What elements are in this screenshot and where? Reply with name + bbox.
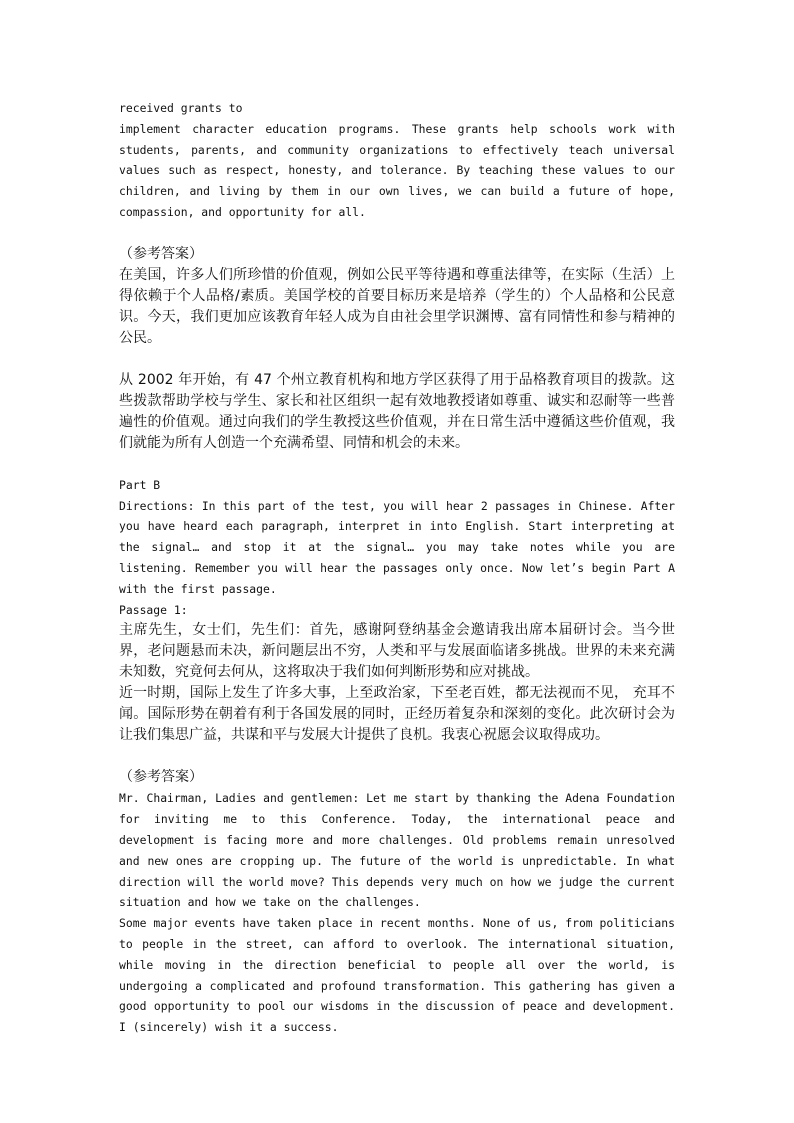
english-paragraph: implement character education programs. These grants help schools work with students, parents, and community organizations to effectively teach universal values such as respect, honesty, and tolerance. By teaching these values to our children, and living by them in our own lives, we can build a future of hope, compassion, and opportunity for all. — [119, 121, 675, 219]
answer-label: （参考答案） — [119, 245, 203, 262]
passage-paragraph-1: 主席先生，女士们，先生们：首先，感谢阿登纳基金会邀请我出席本届研讨会。当今世界，老问题悬而未决，新问题层出不穷，人类和平与发展面临诸多挑战。世界的未来充满未知数，究竟何去何从，这将取决于我们如何判断形势和应对挑战。 — [119, 622, 675, 681]
passage-paragraph-2: 近一时期，国际上发生了许多大事，上至政治家，下至老百姓，都无法视而不见， 充耳不闻。国际形势在朝着有利于各国发展的同时，正经历着复杂和深刻的变化。此次研讨会为让我们集思广益，共谋和平与发展大计提供了良机。我衷心祝愿会议取得成功。 — [119, 685, 675, 744]
answer-paragraph-2: Some major events have taken place in recent months. None of us, from politicians to people in the street, can afford to overlook. The international situation, while moving in the direction beneficial to people all over the world, is undergoing a complicated and profound transformation. This gathering has given a good opportunity to pool our wisdoms in the discussion of peace and development. I (sincerely) wish it a success. — [119, 916, 675, 1035]
passage-label: Passage 1: — [119, 602, 188, 617]
directions-paragraph: Directions: In this part of the test, you will hear 2 passages in Chinese. After you have heard each paragraph, interpret in into English. Start interpreting at the signal… and stop it at the signal… you may take notes while you are listening. Remember you will hear the passages only once. Now let’s begin Part A with the first passage. — [119, 498, 675, 596]
answer-paragraph-1: Mr. Chairman, Ladies and gentlemen: Let me start by thanking the Adena Foundation for inviting me to this Conference. Today, the international peace and development is facing more and more challenges. Old problems remain unresolved and new ones are cropping up. The future of the world is unpredictable. In what direction will the world move? This depends very much on how we judge the current situation and how we take on the challenges. — [119, 791, 675, 910]
part-b-heading: Part B — [119, 477, 161, 492]
answer-label-2: （参考答案） — [119, 769, 203, 786]
document-page — [119, 98, 675, 1038]
chinese-answer-paragraph-1: 在美国，许多人们所珍惜的价值观，例如公民平等待遇和尊重法律等，在实际（生活）上得依赖于个人品格/素质。美国学校的首要目标历来是培养（学生的）个人品格和公民意识。今天，我们更加应该教育年轻人成为自由社会里学识渊博、富有同情性和参与精神的公民。 — [119, 266, 675, 346]
chinese-answer-paragraph-2: 从 2002 年开始，有 47 个州立教育机构和地方学区获得了用于品格教育项目的拨款。这些拨款帮助学校与学生、家长和社区组织一起有效地教授诸如尊重、诚实和忍耐等一些普遍性的价值观。通过向我们的学生教授这些价值观，并在日常生活中遵循这些价值观，我们就能为所有人创造一个充满希望、同情和机会的未来。 — [119, 371, 675, 451]
lead-line: received grants to — [119, 101, 243, 115]
